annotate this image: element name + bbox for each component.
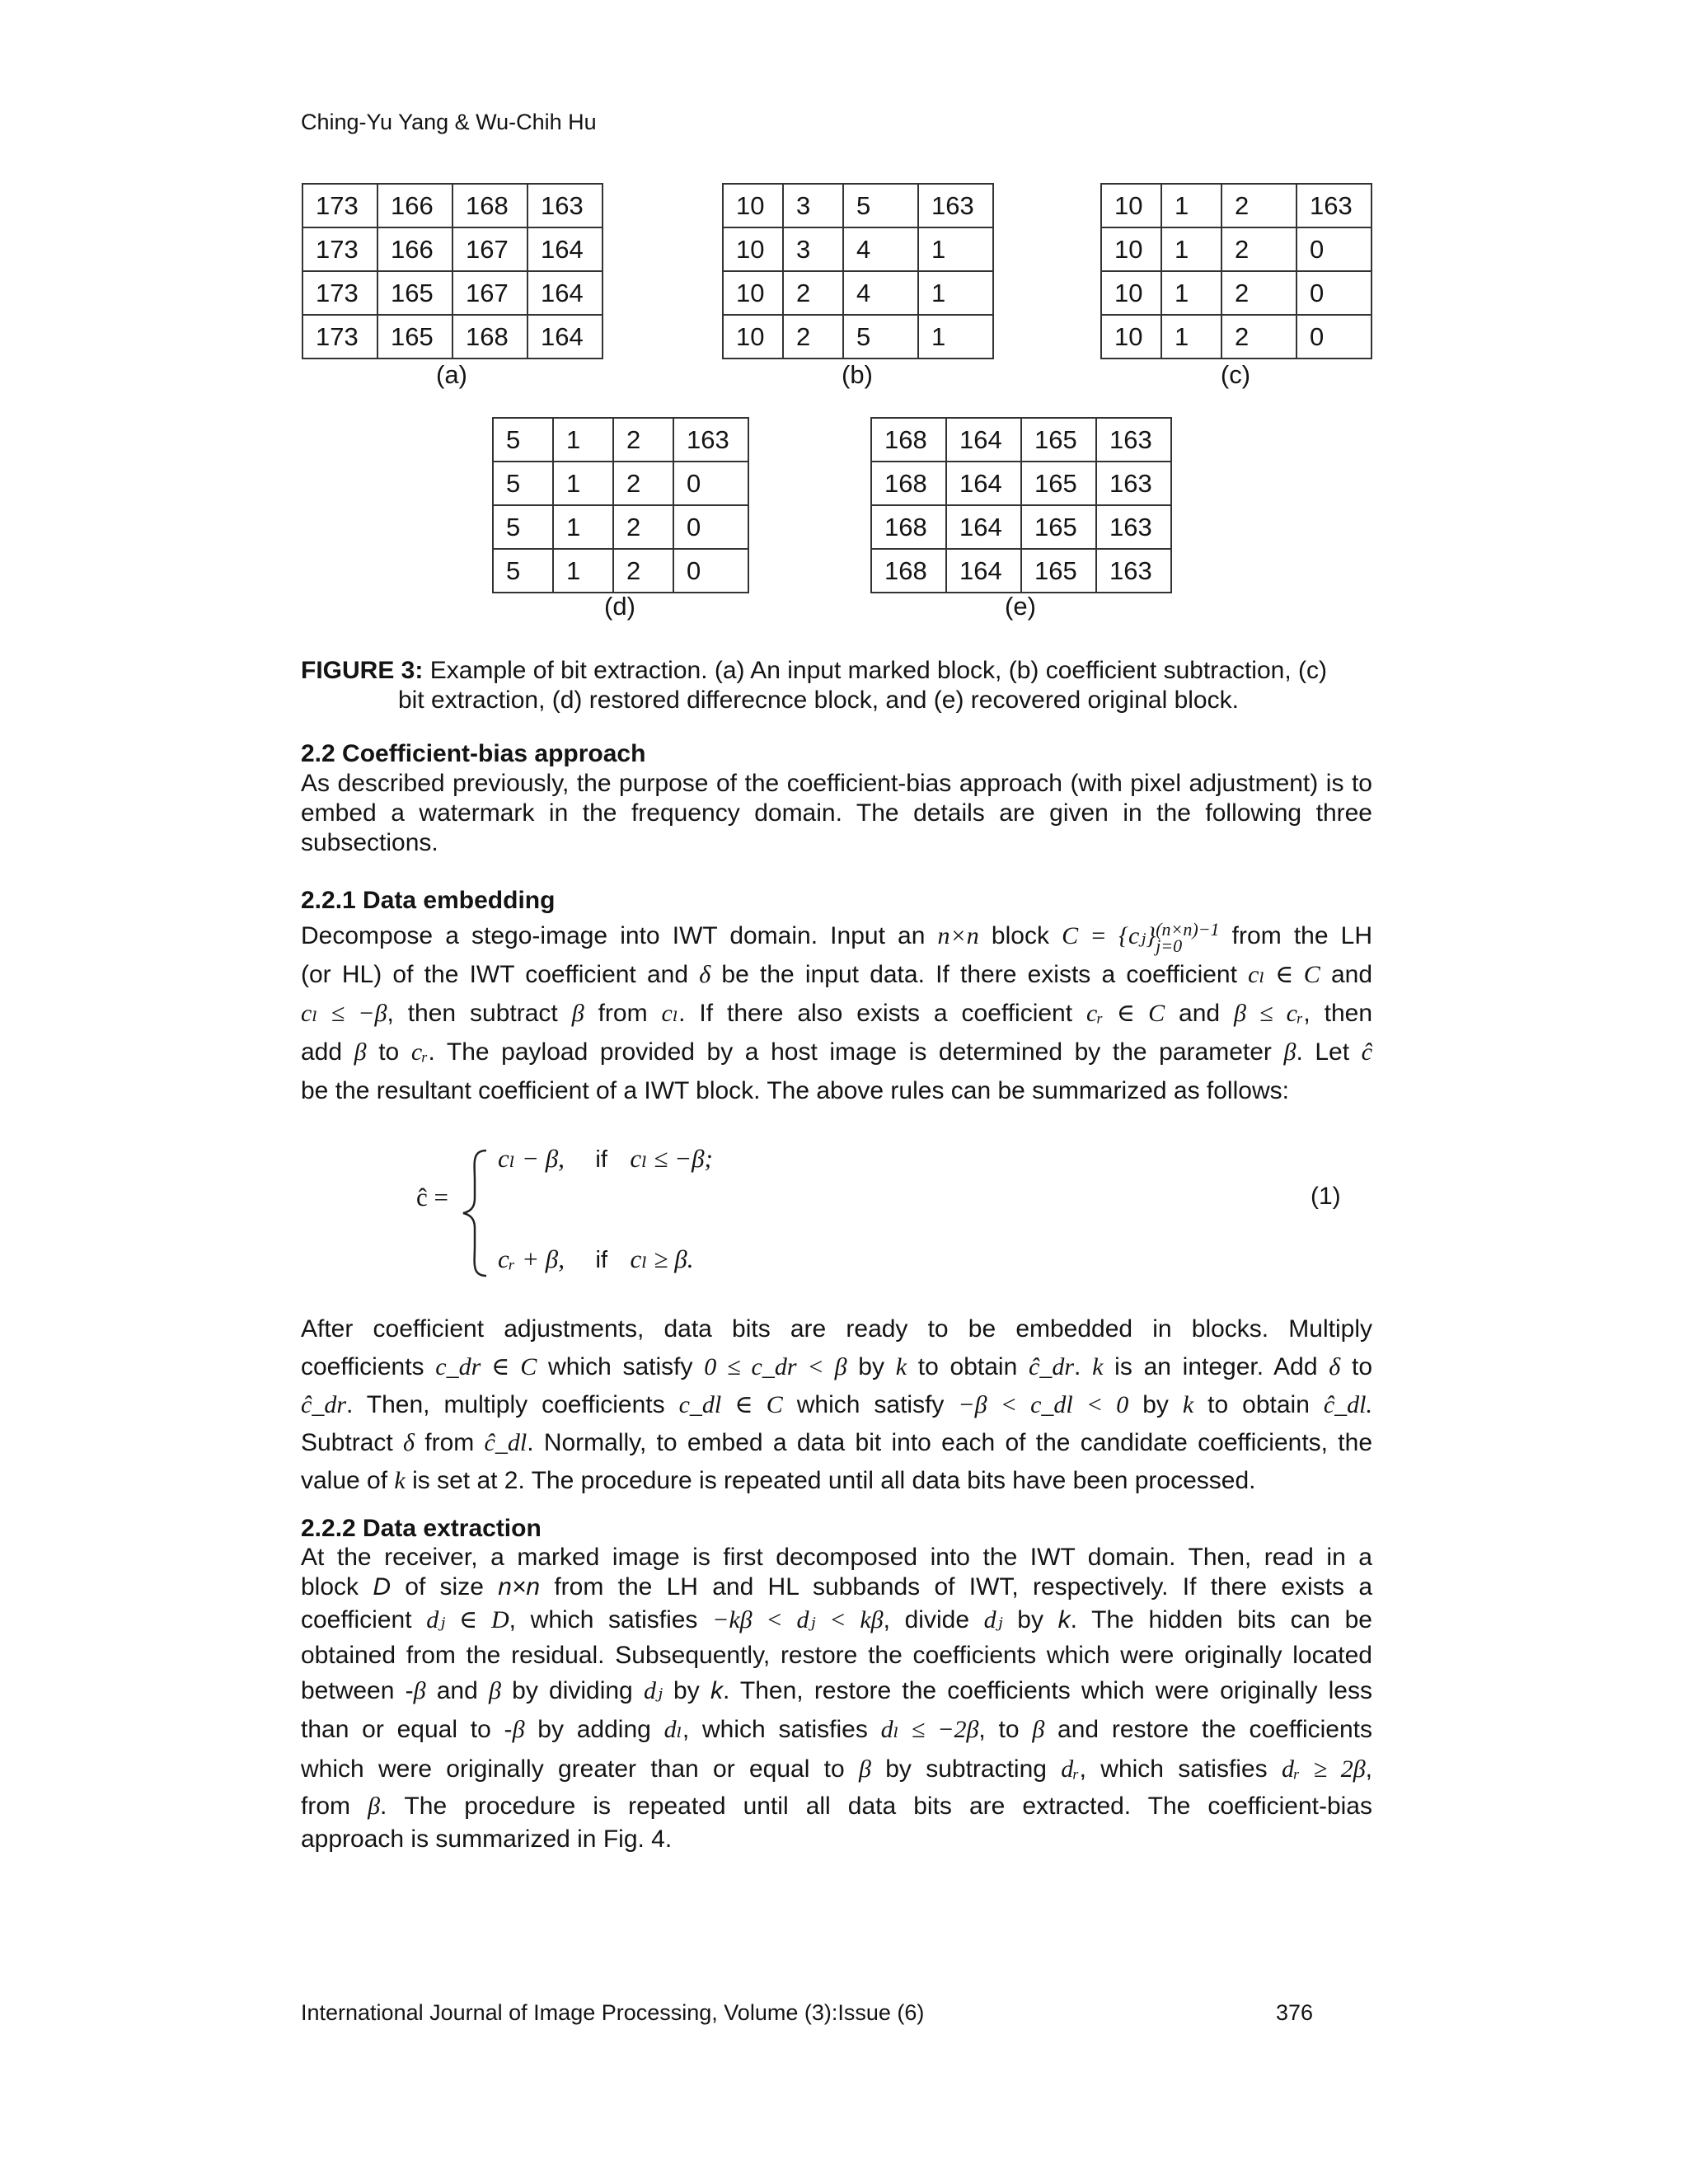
matrix-cell: 167	[452, 271, 528, 315]
case2-condition: cₗ ≥ β.	[630, 1244, 694, 1273]
text: to	[1340, 1353, 1373, 1380]
matrix-cell: 2	[783, 271, 843, 315]
math-beta-le-cr: β ≤ cᵣ	[1234, 1000, 1304, 1027]
text: ,	[1365, 1755, 1372, 1783]
text: . The procedure is repeated until all data bits are extracted. The coefficient-bias	[380, 1793, 1372, 1820]
matrix-cell: 1	[1161, 271, 1221, 315]
matrix-c	[1100, 183, 1372, 359]
matrix-cell: 163	[1096, 462, 1171, 505]
text: Subtract	[301, 1429, 404, 1456]
p1-line1	[301, 916, 1372, 955]
case2-expression: cᵣ + β,	[498, 1244, 565, 1273]
math-dr-cond: dᵣ ≥ 2β	[1281, 1755, 1366, 1783]
matrix-row	[871, 505, 1171, 549]
text: by subtracting	[870, 1755, 1062, 1783]
extraction-paragraph	[301, 1543, 1372, 1854]
text: coefficients	[301, 1353, 436, 1380]
matrix-cell: 2	[613, 549, 673, 593]
math-cl-in-c: cₗ ∈ C	[1248, 961, 1320, 988]
text: and	[425, 1677, 489, 1704]
text: Decompose a stego-image into IWT domain. Input an	[301, 922, 938, 949]
text: . Then, restore the coefficients which were originally less	[722, 1677, 1372, 1704]
math-dj: dⱼ	[643, 1677, 663, 1704]
matrix-row	[1101, 271, 1372, 315]
text: , divide	[883, 1606, 984, 1633]
math-beta: β	[354, 1038, 367, 1066]
matrix-cell: 0	[1296, 315, 1372, 359]
equation-brace	[460, 1147, 493, 1279]
embedding-paragraph-2	[301, 1310, 1372, 1500]
math-dr: dᵣ	[1061, 1755, 1080, 1783]
matrix-row	[1101, 184, 1372, 227]
ext-line2	[301, 1572, 1372, 1602]
math-k: k	[895, 1353, 907, 1380]
figure-caption	[301, 656, 1372, 715]
math-dj-range: −kβ < dⱼ < kβ	[712, 1606, 884, 1633]
matrix-cell: 5	[493, 462, 553, 505]
matrix-cell: 165	[1021, 418, 1096, 462]
math-beta: β	[512, 1716, 525, 1743]
matrix-cell: 168	[452, 184, 528, 227]
math-block-c-base: C = {cⱼ}	[1062, 922, 1156, 949]
math-cdr-in-c: c_dr ∈ C	[435, 1353, 537, 1380]
math-chat-dl: ĉ_dl.	[1323, 1391, 1373, 1418]
matrix-cell: 164	[946, 505, 1021, 549]
matrix-cell: 163	[918, 184, 993, 227]
matrix-cell: 164	[946, 418, 1021, 462]
matrix-cell: 173	[302, 315, 377, 359]
matrix-cell: 163	[673, 418, 748, 462]
math-dl: dₗ	[663, 1716, 682, 1743]
text: between -	[301, 1677, 414, 1704]
math-delta: δ	[403, 1429, 415, 1456]
p1-line5: be the resultant coefficient of a IWT block. The above rules can be summarized as follows:	[301, 1077, 1289, 1104]
math-sup: (n×n)−1	[1156, 919, 1220, 940]
math-beta: β	[368, 1793, 381, 1820]
matrix-row	[493, 462, 748, 505]
matrix-cell: 173	[302, 184, 377, 227]
matrix-row	[1101, 315, 1372, 359]
matrix-a	[302, 183, 603, 359]
matrix-cell: 0	[673, 462, 748, 505]
section-2-2-paragraph: As described previously, the purpose of the coefficient-bias approach (with pixel adjustment) is to embed a watermark in the frequency domain. The details are given in the following three subsections.	[301, 770, 1372, 856]
text: and	[1165, 1000, 1235, 1027]
matrix-cell: 10	[1101, 184, 1161, 227]
p2-line3	[301, 1386, 1372, 1424]
math-beta: β	[1032, 1716, 1045, 1743]
math-k: k	[394, 1467, 406, 1494]
matrix-cell: 164	[528, 271, 603, 315]
subfigure-label: (b)	[842, 360, 873, 389]
matrix-cell: 3	[783, 227, 843, 271]
matrix-row	[493, 505, 748, 549]
text: block	[301, 1573, 373, 1601]
matrix-row	[871, 462, 1171, 505]
math-cr-in-c: cᵣ ∈ C	[1086, 1000, 1165, 1027]
matrix-cell: 1	[918, 315, 993, 359]
matrix-cell: 1	[918, 227, 993, 271]
matrix-cell: 164	[946, 549, 1021, 593]
text: . Normally, to embed a data bit into each of the candidate coefficients, the	[527, 1429, 1373, 1456]
text: . The payload provided by a host image is determined by the parameter	[428, 1038, 1284, 1066]
math-cdr-range: 0 ≤ c_dr < β	[704, 1353, 847, 1380]
p1-line4	[301, 1033, 1372, 1071]
matrix-cell: 0	[1296, 271, 1372, 315]
footer-page-number: 376	[1276, 2000, 1314, 2025]
math-sub: j=0	[1156, 935, 1183, 957]
matrix-row	[493, 549, 748, 593]
text: and	[1320, 961, 1373, 988]
matrix-cell: 168	[871, 505, 946, 549]
matrix-cell: 168	[871, 418, 946, 462]
matrix-cell: 0	[1296, 227, 1372, 271]
text: block	[978, 922, 1062, 949]
matrix-cell: 2	[1221, 227, 1296, 271]
math-chat-dl: ĉ_dl	[484, 1429, 528, 1456]
text: which satisfy	[537, 1353, 705, 1380]
math-chat-dr: ĉ_dr	[1029, 1353, 1075, 1380]
math-dl-cond: dₗ ≤ −2β	[880, 1716, 979, 1743]
matrix-cell: 166	[377, 227, 452, 271]
p2-line2	[301, 1348, 1372, 1386]
text: .	[1074, 1353, 1093, 1380]
caption-text-line1: Example of bit extraction. (a) An input marked block, (b) coefficient subtraction, (c)	[429, 657, 1327, 684]
matrix-row	[723, 227, 993, 271]
matrix-cell: 163	[1096, 418, 1171, 462]
case1-if: if	[595, 1146, 607, 1173]
text: (or HL) of the IWT coefficient and	[301, 961, 700, 988]
text: from	[414, 1429, 485, 1456]
ext-line3	[301, 1602, 1372, 1638]
matrix-cell: 2	[1221, 184, 1296, 227]
text: , then subtract	[387, 1000, 572, 1027]
matrix-cell: 164	[528, 315, 603, 359]
text: by	[662, 1677, 710, 1704]
matrix-cell: 1	[1161, 184, 1221, 227]
ext-line7	[301, 1750, 1372, 1788]
matrix-row	[1101, 227, 1372, 271]
text: by adding	[524, 1716, 664, 1743]
math-d-block: D	[373, 1573, 391, 1601]
matrix-cell: 5	[493, 505, 553, 549]
matrix-cell: 4	[843, 271, 918, 315]
text: , then	[1303, 1000, 1373, 1027]
text: to	[366, 1038, 411, 1066]
subfigure-label: (c)	[1220, 360, 1251, 389]
matrix-cell: 165	[1021, 549, 1096, 593]
equation-case1	[498, 1144, 713, 1174]
matrix-cell: 173	[302, 271, 377, 315]
matrix-cell: 10	[1101, 315, 1161, 359]
ext-line5	[301, 1673, 1372, 1709]
math-beta: β	[489, 1677, 501, 1704]
math-beta: β	[1283, 1038, 1296, 1066]
matrix-cell: 163	[1296, 184, 1372, 227]
math-k: k	[1182, 1391, 1194, 1418]
text: from	[301, 1793, 368, 1820]
matrix-cell: 10	[1101, 227, 1161, 271]
matrix-cell: 10	[1101, 271, 1161, 315]
matrix-cell: 3	[783, 184, 843, 227]
matrix-cell: 1	[1161, 315, 1221, 359]
matrix-cell: 1	[553, 462, 613, 505]
matrix-row	[302, 315, 603, 359]
text: by dividing	[500, 1677, 644, 1704]
text: , which satisfies	[509, 1606, 713, 1633]
matrix-b	[722, 183, 994, 359]
matrix-row	[723, 184, 993, 227]
text: which were originally greater than or equal to	[301, 1755, 859, 1783]
matrix-cell: 10	[723, 227, 783, 271]
math-beta: β	[859, 1755, 871, 1783]
text: . The hidden bits can be	[1070, 1606, 1372, 1633]
ext-line4: obtained from the residual. Subsequently, restore the coefficients which were originally located	[301, 1642, 1372, 1669]
text: from the LH and HL subbands of IWT, respectively. If there exists a	[540, 1573, 1373, 1601]
matrix-cell: 0	[673, 505, 748, 549]
math-nxn: n×n	[498, 1573, 541, 1601]
matrix-d	[492, 417, 749, 593]
text: by	[1128, 1391, 1183, 1418]
math-beta: β	[413, 1677, 426, 1704]
subfigure-label: (d)	[604, 592, 635, 621]
matrix-cell: 173	[302, 227, 377, 271]
math-delta: δ	[699, 961, 711, 988]
matrix-e	[870, 417, 1172, 593]
matrix-cell: 1	[553, 549, 613, 593]
text: value of	[301, 1467, 395, 1494]
p2-line4	[301, 1424, 1372, 1462]
matrix-cell: 10	[723, 315, 783, 359]
text: by	[846, 1353, 896, 1380]
math-nxn: n×n	[937, 922, 979, 949]
subfigure-label: (a)	[436, 360, 467, 389]
embedding-paragraph-1	[301, 916, 1372, 1110]
p1-line3	[301, 994, 1372, 1033]
caption-label: FIGURE 3:	[301, 657, 424, 684]
math-block-c	[1062, 919, 1220, 957]
p2-line5	[301, 1462, 1372, 1500]
matrix-cell: 165	[1021, 462, 1096, 505]
matrix-cell: 165	[1021, 505, 1096, 549]
matrix-cell: 168	[452, 315, 528, 359]
text: from the LH	[1219, 922, 1372, 949]
matrix-cell: 2	[1221, 271, 1296, 315]
text: from	[584, 1000, 662, 1027]
matrix-cell: 163	[1096, 549, 1171, 593]
matrix-cell: 1	[918, 271, 993, 315]
subfigure-label: (e)	[1005, 592, 1036, 621]
matrix-cell: 166	[377, 184, 452, 227]
math-k: k	[1057, 1606, 1071, 1633]
matrix-cell: 163	[528, 184, 603, 227]
matrix-row	[302, 271, 603, 315]
matrix-cell: 1	[553, 418, 613, 462]
matrix-cell: 1	[1161, 227, 1221, 271]
matrix-row	[723, 271, 993, 315]
ext-line1: At the receiver, a marked image is first decomposed into the IWT domain. Then, read in a	[301, 1544, 1372, 1571]
matrix-cell: 2	[613, 505, 673, 549]
text: of size	[390, 1573, 499, 1601]
text: . If there also exists a coefficient	[678, 1000, 1086, 1027]
matrix-cell: 165	[377, 271, 452, 315]
math-dj: dⱼ	[983, 1606, 1003, 1633]
matrix-cell: 2	[613, 462, 673, 505]
matrix-cell: 2	[613, 418, 673, 462]
math-beta: β	[571, 1000, 584, 1027]
matrix-row	[493, 418, 748, 462]
text: which satisfy	[782, 1391, 959, 1418]
text: . Then, multiply coefficients	[346, 1391, 679, 1418]
matrix-row	[723, 315, 993, 359]
matrix-row	[302, 227, 603, 271]
matrix-cell: 168	[871, 549, 946, 593]
case1-condition: cₗ ≤ −β;	[630, 1144, 713, 1173]
matrix-cell: 168	[871, 462, 946, 505]
matrix-row	[302, 184, 603, 227]
text: coefficient	[301, 1606, 427, 1633]
matrix-cell: 10	[723, 184, 783, 227]
case1-expression: cₗ − β,	[498, 1144, 565, 1173]
text: , which satisfies	[682, 1716, 881, 1743]
equation-lhs: ĉ =	[416, 1183, 448, 1212]
caption-text-line2: bit extraction, (d) restored differecnce block, and (e) recovered original block.	[398, 687, 1239, 714]
text: is set at 2. The procedure is repeated until all data bits have been processed.	[405, 1467, 1256, 1494]
math-cl: cₗ	[661, 1000, 679, 1027]
text: by	[1002, 1606, 1058, 1633]
matrix-cell: 165	[377, 315, 452, 359]
matrix-cell: 167	[452, 227, 528, 271]
p1-line2	[301, 955, 1372, 994]
math-cdl-in-c: c_dl ∈ C	[678, 1391, 783, 1418]
text: be the input data. If there exists a coefficient	[710, 961, 1249, 988]
equation-case2	[498, 1244, 694, 1274]
ext-line6	[301, 1709, 1372, 1750]
matrix-cell: 164	[946, 462, 1021, 505]
matrix-cell: 5	[843, 184, 918, 227]
section-heading-2-2-2: 2.2.2 Data extraction	[301, 1515, 542, 1542]
matrix-cell: 10	[723, 271, 783, 315]
matrix-cell: 5	[493, 418, 553, 462]
math-k: k	[710, 1677, 723, 1704]
math-cr: cᵣ	[410, 1038, 429, 1066]
matrix-cell: 164	[528, 227, 603, 271]
text: , to	[978, 1716, 1033, 1743]
matrix-cell: 163	[1096, 505, 1171, 549]
equation-number: (1)	[1311, 1183, 1341, 1210]
math-k: k	[1092, 1353, 1104, 1380]
matrix-cell: 2	[1221, 315, 1296, 359]
text: add	[301, 1038, 354, 1066]
text: and restore the coefficients	[1044, 1716, 1373, 1743]
math-delta: δ	[1329, 1353, 1341, 1380]
matrix-cell: 4	[843, 227, 918, 271]
ext-line8	[301, 1788, 1372, 1825]
section-heading-2-2: 2.2 Coefficient-bias approach	[301, 740, 646, 767]
matrix-cell: 1	[553, 505, 613, 549]
math-dj-in-d: dⱼ ∈ D	[426, 1606, 509, 1633]
text: , which satisfies	[1079, 1755, 1282, 1783]
matrix-cell: 2	[783, 315, 843, 359]
ext-line9: approach is summarized in Fig. 4.	[301, 1825, 673, 1853]
running-header: Ching-Yu Yang & Wu-Chih Hu	[301, 110, 597, 134]
matrix-cell: 5	[843, 315, 918, 359]
matrix-cell: 5	[493, 549, 553, 593]
matrix-cell: 0	[673, 549, 748, 593]
case2-if: if	[595, 1247, 607, 1273]
text: than or equal to -	[301, 1716, 513, 1743]
matrix-row	[871, 418, 1171, 462]
p2-line1: After coefficient adjustments, data bits are ready to be embedded in blocks. Multiply	[301, 1315, 1372, 1343]
math-chat: ĉ	[1361, 1038, 1372, 1066]
matrix-row	[871, 549, 1171, 593]
footer-journal: International Journal of Image Processing, Volume (3):Issue (6)	[301, 2000, 925, 2025]
text: is an integer. Add	[1103, 1353, 1329, 1380]
math-cl-le-negbeta: cₗ ≤ −β	[301, 1000, 387, 1027]
text: to obtain	[1193, 1391, 1324, 1418]
math-block-c-limits	[1156, 919, 1220, 957]
section-heading-2-2-1: 2.2.1 Data embedding	[301, 887, 556, 914]
math-chat-dr: ĉ_dr	[301, 1391, 346, 1418]
math-cdl-range: −β < c_dl < 0	[958, 1391, 1129, 1418]
text: to obtain	[907, 1353, 1029, 1380]
text: . Let	[1296, 1038, 1362, 1066]
